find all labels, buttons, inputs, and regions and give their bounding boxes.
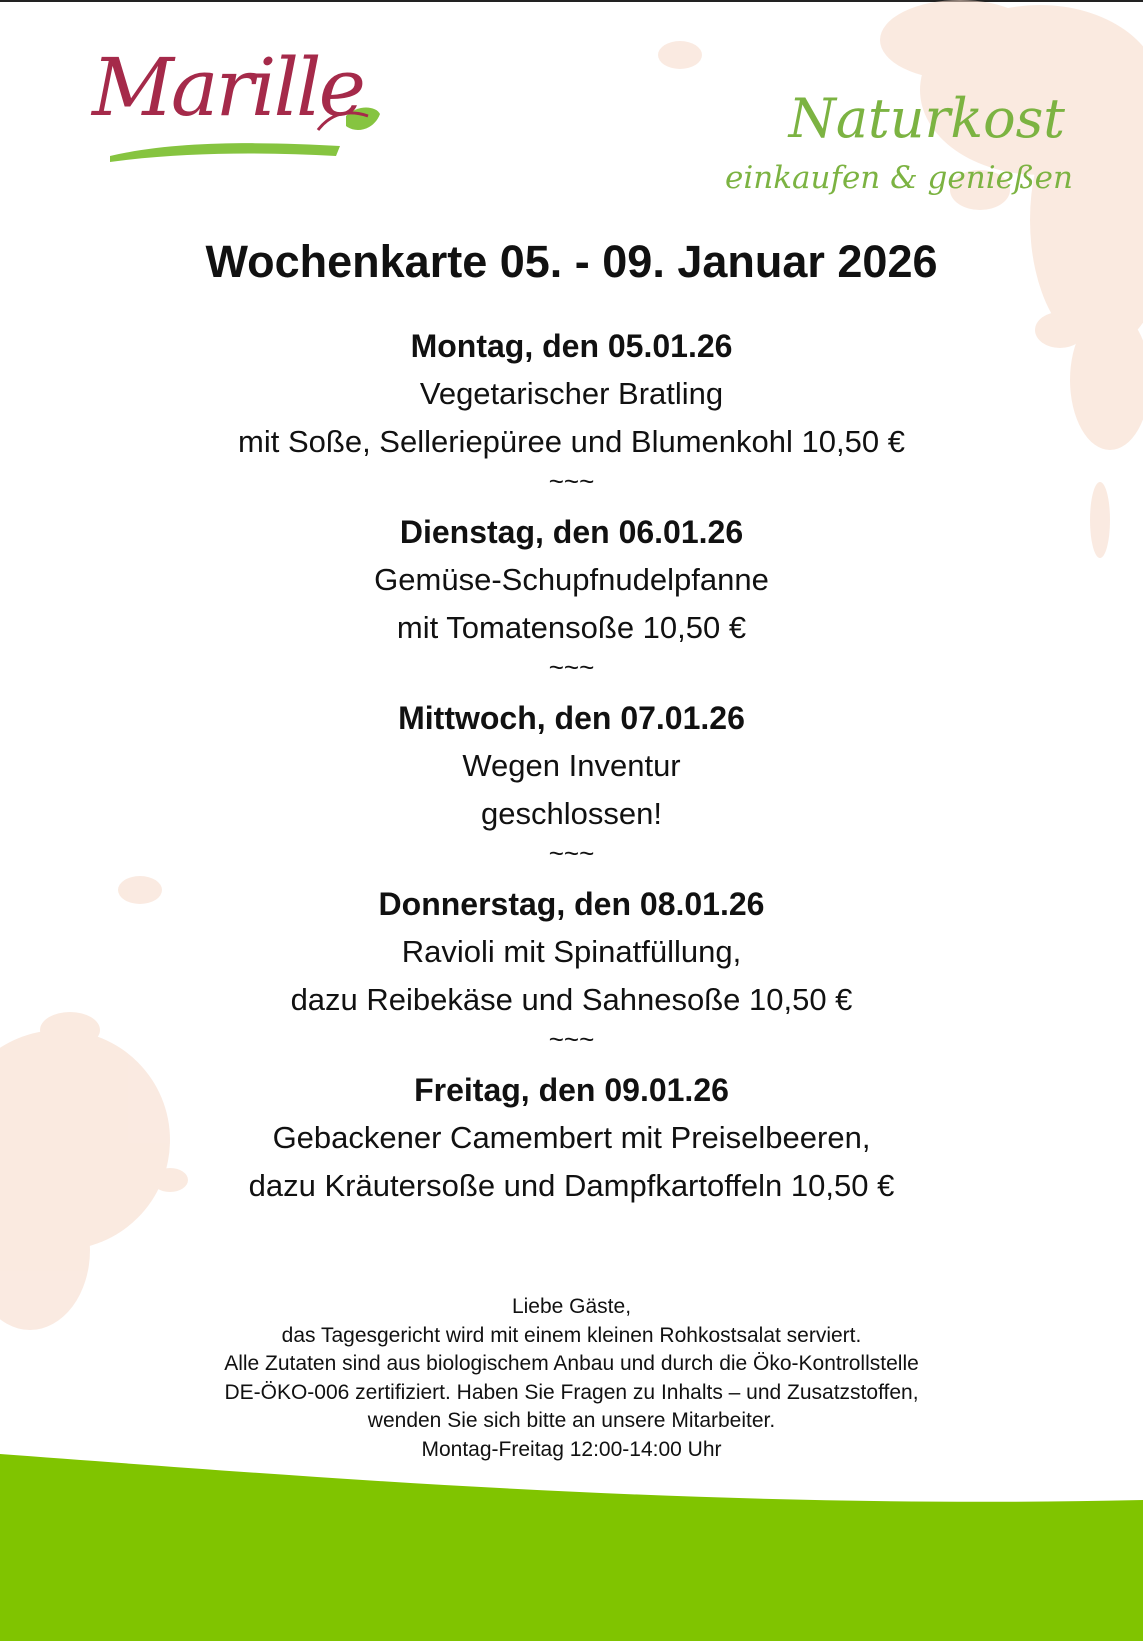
brand-tagline: einkaufen & genießen [725, 160, 1073, 196]
notice-greeting: Liebe Gäste, [511, 1295, 632, 1318]
day-title: Freitag, den 09.01.26 [414, 1072, 729, 1108]
menu-headline: Wochenkarte 05. - 09. Januar 2026 [205, 236, 938, 287]
day-title: Donnerstag, den 08.01.26 [378, 886, 765, 922]
day-thursday [0, 880, 1143, 1024]
notice-line: DE-ÖKO-006 zertifiziert. Haben Sie Fragen zu Inhalts – und Zusatzstoffen, [224, 1380, 919, 1404]
dish-line: mit Soße, Selleriepüree und Blumenkohl 10,50 € [238, 424, 905, 459]
notice-line: das Tagesgericht wird mit einem kleinen Rohkostsalat serviert. [281, 1323, 862, 1347]
day-tuesday [0, 508, 1143, 652]
separator: ~~~ [548, 838, 595, 868]
day-title: Dienstag, den 06.01.26 [399, 514, 744, 550]
brand-title: Naturkost [788, 87, 1065, 150]
dish-line: Gebackener Camembert mit Preiselbeeren, [272, 1120, 871, 1155]
day-friday [0, 1066, 1143, 1210]
marille-logo [88, 38, 388, 178]
guest-notice [0, 1293, 1143, 1464]
day-wednesday [0, 694, 1143, 838]
opening-hours: Montag-Freitag 12:00-14:00 Uhr [421, 1437, 722, 1461]
separator: ~~~ [548, 1024, 595, 1054]
day-title: Montag, den 05.01.26 [410, 328, 733, 364]
dish-line: dazu Reibekäse und Sahnesoße 10,50 € [290, 982, 853, 1017]
separator: ~~~ [548, 652, 595, 682]
naturkost-brand [725, 87, 1073, 197]
dish-line: geschlossen! [481, 796, 662, 831]
weekly-menu [0, 322, 1143, 1210]
dish-line: mit Tomatensoße 10,50 € [396, 610, 747, 645]
separator: ~~~ [548, 466, 595, 496]
dish-line: Wegen Inventur [462, 748, 681, 783]
dish-line: Vegetarischer Bratling [419, 376, 724, 411]
dish-line: dazu Kräutersoße und Dampfkartoffeln 10,50 € [248, 1168, 895, 1203]
dish-line: Ravioli mit Spinatfüllung, [401, 934, 742, 969]
day-title: Mittwoch, den 07.01.26 [398, 700, 745, 736]
notice-line: wenden Sie sich bitte an unsere Mitarbeiter. [367, 1409, 776, 1432]
logo-wordmark: Marille [92, 41, 363, 134]
green-footer-wave [0, 1440, 1143, 1641]
dish-line: Gemüse-Schupfnudelpfanne [374, 562, 769, 597]
notice-line: Alle Zutaten sind aus biologischem Anbau und durch die Öko-Kontrollstelle [224, 1352, 919, 1375]
day-monday [0, 322, 1143, 466]
